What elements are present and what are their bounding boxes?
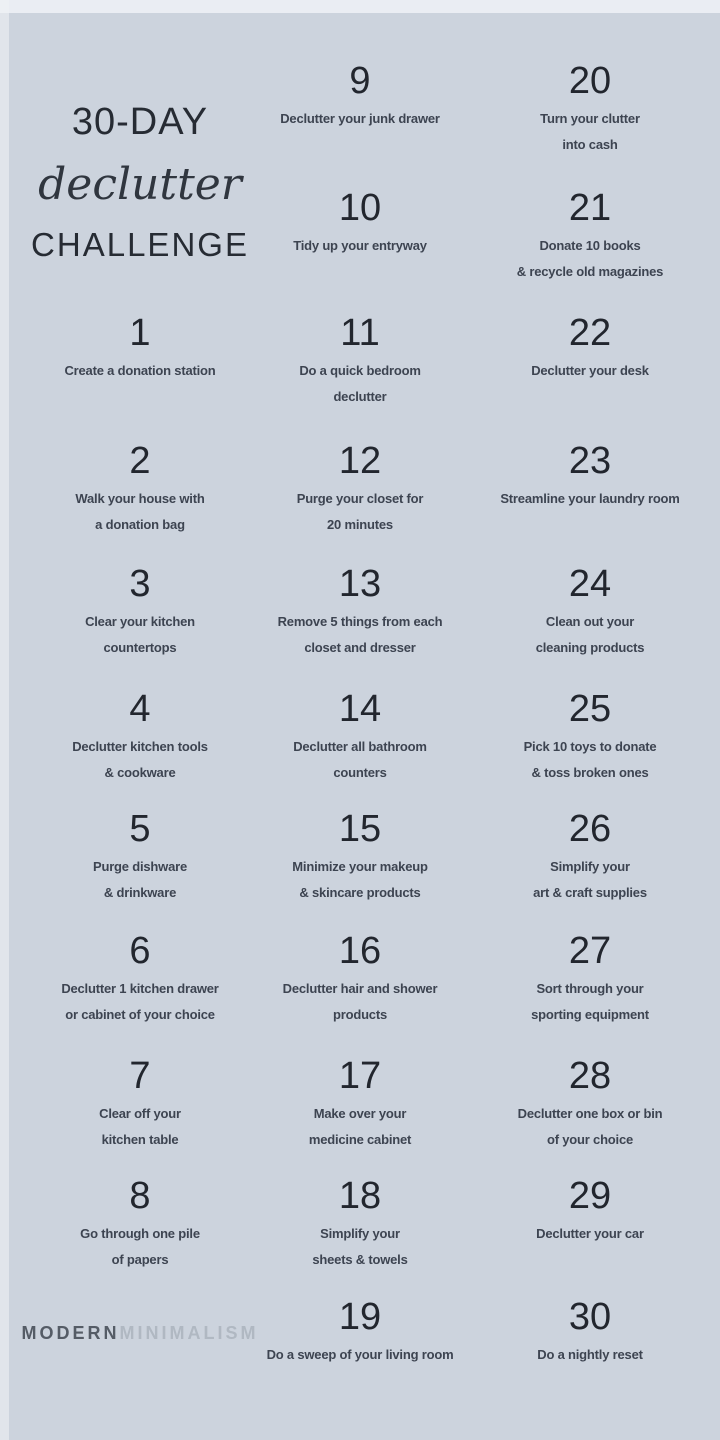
challenge-item bbox=[240, 806, 480, 906]
task-line: Do a quick bedroom bbox=[299, 363, 421, 378]
task-line: Remove 5 things from each bbox=[277, 614, 443, 629]
title-line-challenge: CHALLENGE bbox=[31, 226, 249, 263]
challenge-item bbox=[240, 1053, 480, 1153]
task-line: & drinkware bbox=[103, 885, 177, 900]
task-line: Declutter your desk bbox=[531, 363, 649, 378]
day-number: 4 bbox=[129, 688, 151, 730]
challenge-item bbox=[470, 310, 710, 384]
task-line: closet and dresser bbox=[304, 640, 416, 655]
task-line: Go through one pile bbox=[80, 1226, 200, 1241]
task-line: Pick 10 toys to donate bbox=[523, 739, 657, 754]
challenge-item bbox=[5, 561, 275, 661]
challenge-item bbox=[240, 185, 480, 259]
task-line: countertops bbox=[103, 640, 177, 655]
day-number: 28 bbox=[568, 1055, 612, 1097]
task-line: a donation bag bbox=[95, 517, 185, 532]
day-number: 22 bbox=[568, 312, 612, 354]
day-number: 14 bbox=[338, 688, 382, 730]
task-line: Simplify your bbox=[550, 859, 630, 874]
challenge-item bbox=[5, 1053, 275, 1153]
task-line: Donate 10 books bbox=[539, 238, 641, 253]
task-line: Streamline your laundry room bbox=[500, 491, 680, 506]
challenge-item bbox=[240, 686, 480, 786]
day-number: 21 bbox=[568, 187, 612, 229]
day-number: 10 bbox=[338, 187, 382, 229]
task-line: Declutter your car bbox=[536, 1226, 644, 1241]
task-line: Create a donation station bbox=[64, 363, 216, 378]
day-number: 9 bbox=[349, 60, 371, 102]
task-line: Clear your kitchen bbox=[85, 614, 195, 629]
task-line: & toss broken ones bbox=[531, 765, 649, 780]
challenge-item bbox=[5, 806, 275, 906]
task-line: art & craft supplies bbox=[533, 885, 647, 900]
task-line: kitchen table bbox=[101, 1132, 179, 1147]
day-number: 27 bbox=[568, 930, 612, 972]
task-line: & cookware bbox=[104, 765, 176, 780]
task-line: Tidy up your entryway bbox=[293, 238, 427, 253]
task-line: Sort through your bbox=[536, 981, 644, 996]
task-line: Minimize your makeup bbox=[292, 859, 428, 874]
challenge-item bbox=[5, 310, 275, 384]
task-line: Declutter one box or bin bbox=[517, 1106, 663, 1121]
task-line: 20 minutes bbox=[327, 517, 393, 532]
challenge-item bbox=[5, 928, 275, 1028]
challenge-item bbox=[470, 1173, 710, 1247]
challenge-item bbox=[470, 928, 710, 1028]
task-line: declutter bbox=[333, 389, 387, 404]
task-line: Walk your house with bbox=[75, 491, 205, 506]
challenge-item bbox=[470, 806, 710, 906]
day-number: 24 bbox=[568, 563, 612, 605]
challenge-item bbox=[240, 1294, 480, 1368]
task-line: Clear off your bbox=[99, 1106, 181, 1121]
challenge-item bbox=[470, 561, 710, 661]
day-number: 17 bbox=[338, 1055, 382, 1097]
task-line: Declutter kitchen tools bbox=[72, 739, 208, 754]
day-number: 26 bbox=[568, 808, 612, 850]
day-number: 30 bbox=[568, 1296, 612, 1338]
challenge-item bbox=[5, 438, 275, 538]
day-number: 8 bbox=[129, 1175, 151, 1217]
day-number: 29 bbox=[568, 1175, 612, 1217]
day-number: 7 bbox=[129, 1055, 151, 1097]
day-number: 19 bbox=[338, 1296, 382, 1338]
day-number: 5 bbox=[129, 808, 151, 850]
day-number: 3 bbox=[129, 563, 151, 605]
task-line: Declutter your junk drawer bbox=[280, 111, 440, 126]
poster-title bbox=[5, 92, 275, 272]
task-line: sporting equipment bbox=[531, 1007, 649, 1022]
task-line: Make over your bbox=[313, 1106, 407, 1121]
day-number: 23 bbox=[568, 440, 612, 482]
task-line: & skincare products bbox=[299, 885, 421, 900]
task-line: Clean out your bbox=[545, 614, 635, 629]
task-line: Simplify your bbox=[320, 1226, 400, 1241]
day-number: 18 bbox=[338, 1175, 382, 1217]
challenge-item bbox=[470, 1294, 710, 1368]
task-line: Do a nightly reset bbox=[537, 1347, 643, 1362]
brand-logo bbox=[5, 1322, 275, 1344]
day-number: 11 bbox=[340, 312, 380, 354]
day-number: 13 bbox=[338, 563, 382, 605]
day-number: 12 bbox=[338, 440, 382, 482]
challenge-item bbox=[240, 561, 480, 661]
challenge-item bbox=[240, 310, 480, 410]
task-line: counters bbox=[333, 765, 387, 780]
task-line: or cabinet of your choice bbox=[65, 1007, 215, 1022]
challenge-item bbox=[240, 438, 480, 538]
challenge-item bbox=[240, 928, 480, 1028]
day-number: 6 bbox=[129, 930, 151, 972]
challenge-item bbox=[5, 686, 275, 786]
day-number: 16 bbox=[338, 930, 382, 972]
task-line: of papers bbox=[111, 1252, 169, 1267]
day-number: 1 bbox=[129, 312, 151, 354]
task-line: sheets & towels bbox=[312, 1252, 408, 1267]
challenge-item bbox=[470, 58, 710, 158]
day-number: 20 bbox=[568, 60, 612, 102]
challenge-item bbox=[240, 1173, 480, 1273]
task-line: Declutter hair and shower bbox=[282, 981, 438, 996]
task-line: of your choice bbox=[546, 1132, 634, 1147]
task-line: & recycle old magazines bbox=[516, 264, 664, 279]
task-line: Declutter all bathroom bbox=[293, 739, 427, 754]
challenge-item bbox=[240, 58, 480, 132]
brand-modern-text: MODERN bbox=[21, 1323, 120, 1343]
challenge-item bbox=[470, 185, 710, 285]
task-line: products bbox=[332, 1007, 387, 1022]
challenge-item bbox=[470, 438, 710, 512]
task-line: Purge your closet for bbox=[296, 491, 424, 506]
task-line: medicine cabinet bbox=[308, 1132, 412, 1147]
day-number: 2 bbox=[129, 440, 151, 482]
task-line: Do a sweep of your living room bbox=[266, 1347, 454, 1362]
top-edge-highlight bbox=[0, 0, 720, 13]
day-number: 15 bbox=[338, 808, 382, 850]
challenge-item bbox=[470, 686, 710, 786]
task-line: Turn your clutter bbox=[540, 111, 640, 126]
brand-minimalism-text: MINIMALISM bbox=[119, 1323, 259, 1343]
challenge-item bbox=[5, 1173, 275, 1273]
task-line: cleaning products bbox=[535, 640, 645, 655]
challenge-item bbox=[470, 1053, 710, 1153]
title-line-30-day: 30-DAY bbox=[71, 101, 209, 143]
task-line: into cash bbox=[562, 137, 618, 152]
task-line: Purge dishware bbox=[92, 859, 187, 874]
task-line: Declutter 1 kitchen drawer bbox=[61, 981, 219, 996]
title-line-declutter: declutter bbox=[38, 159, 242, 210]
day-number: 25 bbox=[568, 688, 612, 730]
